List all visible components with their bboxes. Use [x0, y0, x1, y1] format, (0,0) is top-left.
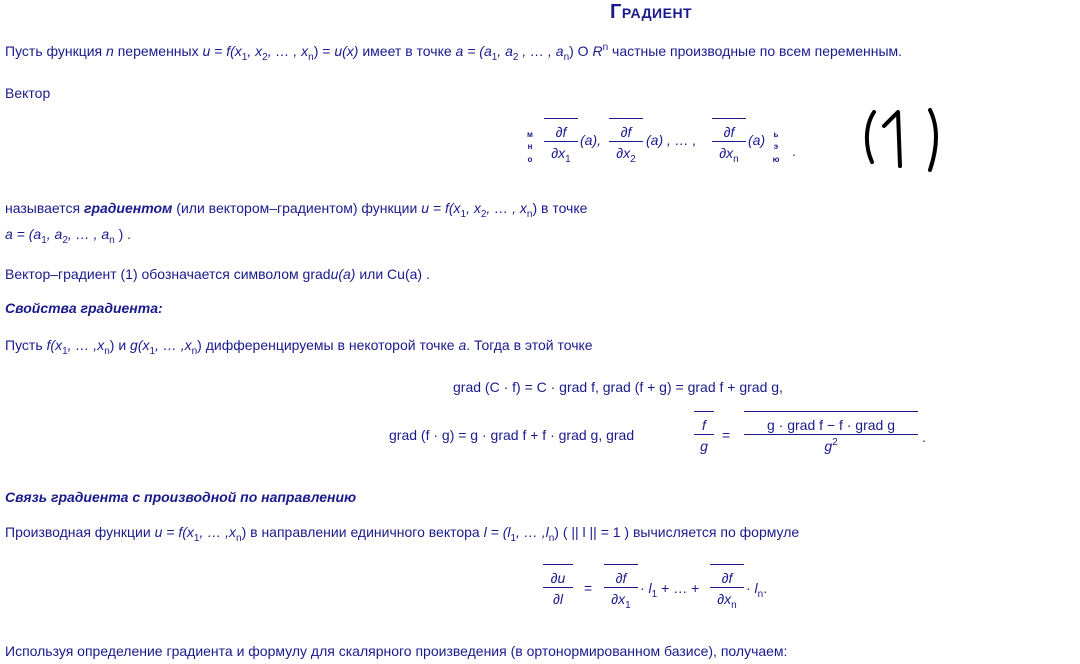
fraction-f-over-g [694, 411, 714, 455]
sub: 2 [262, 52, 268, 63]
numerator: ∂f [615, 570, 627, 586]
text: = (a [12, 226, 42, 242]
var-a: a [458, 337, 467, 353]
fraction-df-dx1 [604, 564, 638, 611]
left-brace-bot: о [527, 155, 533, 164]
properties-heading: Свойства градиента: [5, 300, 163, 316]
text: . Тогда в этой точке [466, 337, 593, 353]
sub: n [308, 52, 314, 63]
var-a: a [455, 43, 464, 59]
sub: 1 [149, 346, 156, 357]
sub: n [104, 346, 110, 357]
text: (a), [580, 132, 601, 148]
sub: 1 [491, 52, 498, 63]
fraction-overline [694, 411, 714, 412]
denominator [744, 434, 918, 455]
text: ) . [114, 226, 132, 242]
text: ) ( || l || = 1 ) вычисляется по формуле [554, 524, 800, 540]
numerator: ∂f [723, 124, 735, 140]
text: (или вектором–градиентом) функции [172, 200, 422, 216]
formula-product: grad (f · g) = g · grad f + f · grad g, grad [389, 427, 635, 443]
var-l: l [483, 524, 487, 540]
text: , … , x [267, 43, 309, 59]
text: g [824, 438, 833, 454]
text: , … ,x [155, 337, 192, 353]
sub: 1 [510, 533, 517, 544]
text: = f(x [162, 524, 194, 540]
denominator [710, 587, 744, 611]
term-l1 [640, 579, 700, 600]
sub: n [731, 600, 737, 611]
text: , … ,x [67, 337, 105, 353]
text: ) в направлении единичного вектора [241, 524, 484, 540]
text: = (l [486, 524, 511, 540]
directional-paragraph [5, 523, 800, 544]
text: u(x) [334, 43, 359, 59]
text: имеет в точке [358, 43, 456, 59]
text: переменных [113, 43, 203, 59]
numerator: ∂f [555, 124, 567, 140]
text: , a [46, 226, 63, 242]
text: частные производные по всем переменным. [608, 43, 903, 59]
fraction-overline [710, 564, 744, 565]
text: ) в точке [532, 200, 588, 216]
text: ∂x [717, 591, 732, 607]
text: (a) , … , [646, 132, 697, 148]
sub: 1 [565, 154, 571, 165]
sub: 1 [241, 52, 248, 63]
var-a: a [5, 226, 13, 242]
text: ) О [569, 43, 593, 59]
properties-paragraph [5, 336, 593, 357]
sub: 2 [630, 154, 636, 165]
vector-word: Вектор [5, 85, 51, 101]
sub: n [733, 154, 739, 165]
fraction-overline [609, 118, 643, 119]
text: ∂x [616, 145, 631, 161]
text: , … , a [67, 226, 110, 242]
handwritten-label-1 [860, 104, 950, 176]
text: , … , x [486, 200, 527, 216]
numerator: f [702, 417, 706, 433]
sub: n [236, 533, 242, 544]
left-brace-mid: н [527, 142, 533, 151]
text: , … ,x [199, 524, 236, 540]
numerator: ∂u [550, 570, 566, 586]
var-R: R [592, 43, 603, 59]
text: f(x [46, 337, 63, 353]
text: = (a [463, 43, 492, 59]
sup: 2 [832, 437, 838, 448]
numerator: ∂f [620, 124, 632, 140]
equals-sign: = [722, 427, 731, 443]
text: ) дифференцируемы в некоторой точке [197, 337, 459, 353]
formula-dot: . [922, 429, 926, 445]
fraction-overline [712, 118, 746, 119]
page-title: Градиент [610, 1, 693, 23]
quotient-fraction [744, 411, 918, 455]
sub: n [563, 52, 570, 63]
text: , x [247, 43, 263, 59]
text: ∂x [611, 591, 626, 607]
right-brace-bot: ю [772, 155, 780, 164]
text: · l [640, 580, 652, 596]
right-brace-mid: э [773, 142, 779, 151]
text: ∂x [719, 145, 734, 161]
text: · l [746, 580, 758, 596]
text: Пусть функция [5, 43, 107, 59]
fraction-df-dx1 [544, 118, 578, 165]
term-ln [746, 579, 768, 600]
sub: 1 [193, 533, 200, 544]
var-u: u [421, 200, 429, 216]
text: , … ,l [516, 524, 549, 540]
sub: 2 [62, 235, 68, 246]
denominator: g [694, 434, 714, 455]
text: , a [497, 43, 513, 59]
sub: n [548, 533, 555, 544]
arg-a-dots [646, 131, 697, 149]
text: (a) [748, 132, 766, 148]
sub: 2 [480, 209, 487, 220]
arg-a [580, 131, 601, 149]
right-brace-top: ь [773, 130, 779, 139]
numerator: g · grad f − f · grad g [766, 417, 895, 433]
formula-linearity: grad (C · f) = C · grad f, grad (f + g) = grad f + grad g, [453, 379, 783, 395]
sub: 1 [651, 589, 658, 600]
text: называется [5, 200, 84, 216]
text: ∂x [551, 145, 566, 161]
numerator: ∂f [721, 570, 733, 586]
gradient-term: градиентом [83, 200, 173, 216]
var-u: u [202, 43, 211, 59]
text: Пусть [5, 337, 47, 353]
sub: 2 [512, 52, 519, 63]
text: , x [466, 200, 481, 216]
sub: 1 [41, 235, 47, 246]
sub: n [191, 346, 198, 357]
text: , … , a [518, 43, 564, 59]
vector-dot: . [792, 143, 796, 159]
text: = f(x [429, 200, 461, 216]
text: . [763, 580, 768, 596]
left-brace-top: м [527, 130, 533, 139]
fraction-overline [604, 564, 638, 565]
text: g(x [130, 337, 150, 353]
sub: n [526, 209, 533, 220]
var-u: u [154, 524, 163, 540]
fraction-overline [543, 564, 573, 565]
text: ) и [109, 337, 131, 353]
fraction-df-dxn [712, 118, 746, 165]
denominator [544, 141, 578, 165]
fraction-overline [544, 118, 578, 119]
fraction-df-dx2 [609, 118, 643, 165]
definition-point [5, 225, 132, 246]
text: u(a) [330, 266, 356, 282]
intro-paragraph [5, 42, 903, 63]
sub: n [109, 235, 115, 246]
text: Вектор–градиент (1) обозначается символом grad [5, 266, 331, 282]
text: = f(x [210, 43, 242, 59]
directional-derivative-heading: Связь градиента с производной по направлению [5, 489, 357, 505]
denominator [604, 587, 638, 611]
text: + … + [657, 580, 700, 596]
equals-sign: = [584, 580, 593, 596]
denominator [712, 141, 746, 165]
denominator [609, 141, 643, 165]
sub: 1 [62, 346, 68, 357]
sub: n [757, 589, 764, 600]
sup: n [602, 42, 609, 53]
sub: 1 [625, 600, 631, 611]
denominator: ∂l [543, 587, 573, 608]
definition-paragraph [5, 199, 588, 220]
var-n: n [106, 43, 114, 59]
fraction-df-dxn [710, 564, 744, 611]
fraction-du-dl [543, 564, 573, 608]
text: или Сu(a) . [355, 266, 430, 282]
conclusion-paragraph: Используя определение градиента и формулу для скалярного произведения (в ортонормированном базисе), получаем: [5, 643, 788, 659]
text: Производная функции [5, 524, 155, 540]
sub: 1 [460, 209, 467, 220]
text: ) = [313, 43, 335, 59]
notation-paragraph [5, 265, 430, 283]
fraction-overline [744, 411, 918, 412]
arg-a-last [748, 131, 765, 149]
